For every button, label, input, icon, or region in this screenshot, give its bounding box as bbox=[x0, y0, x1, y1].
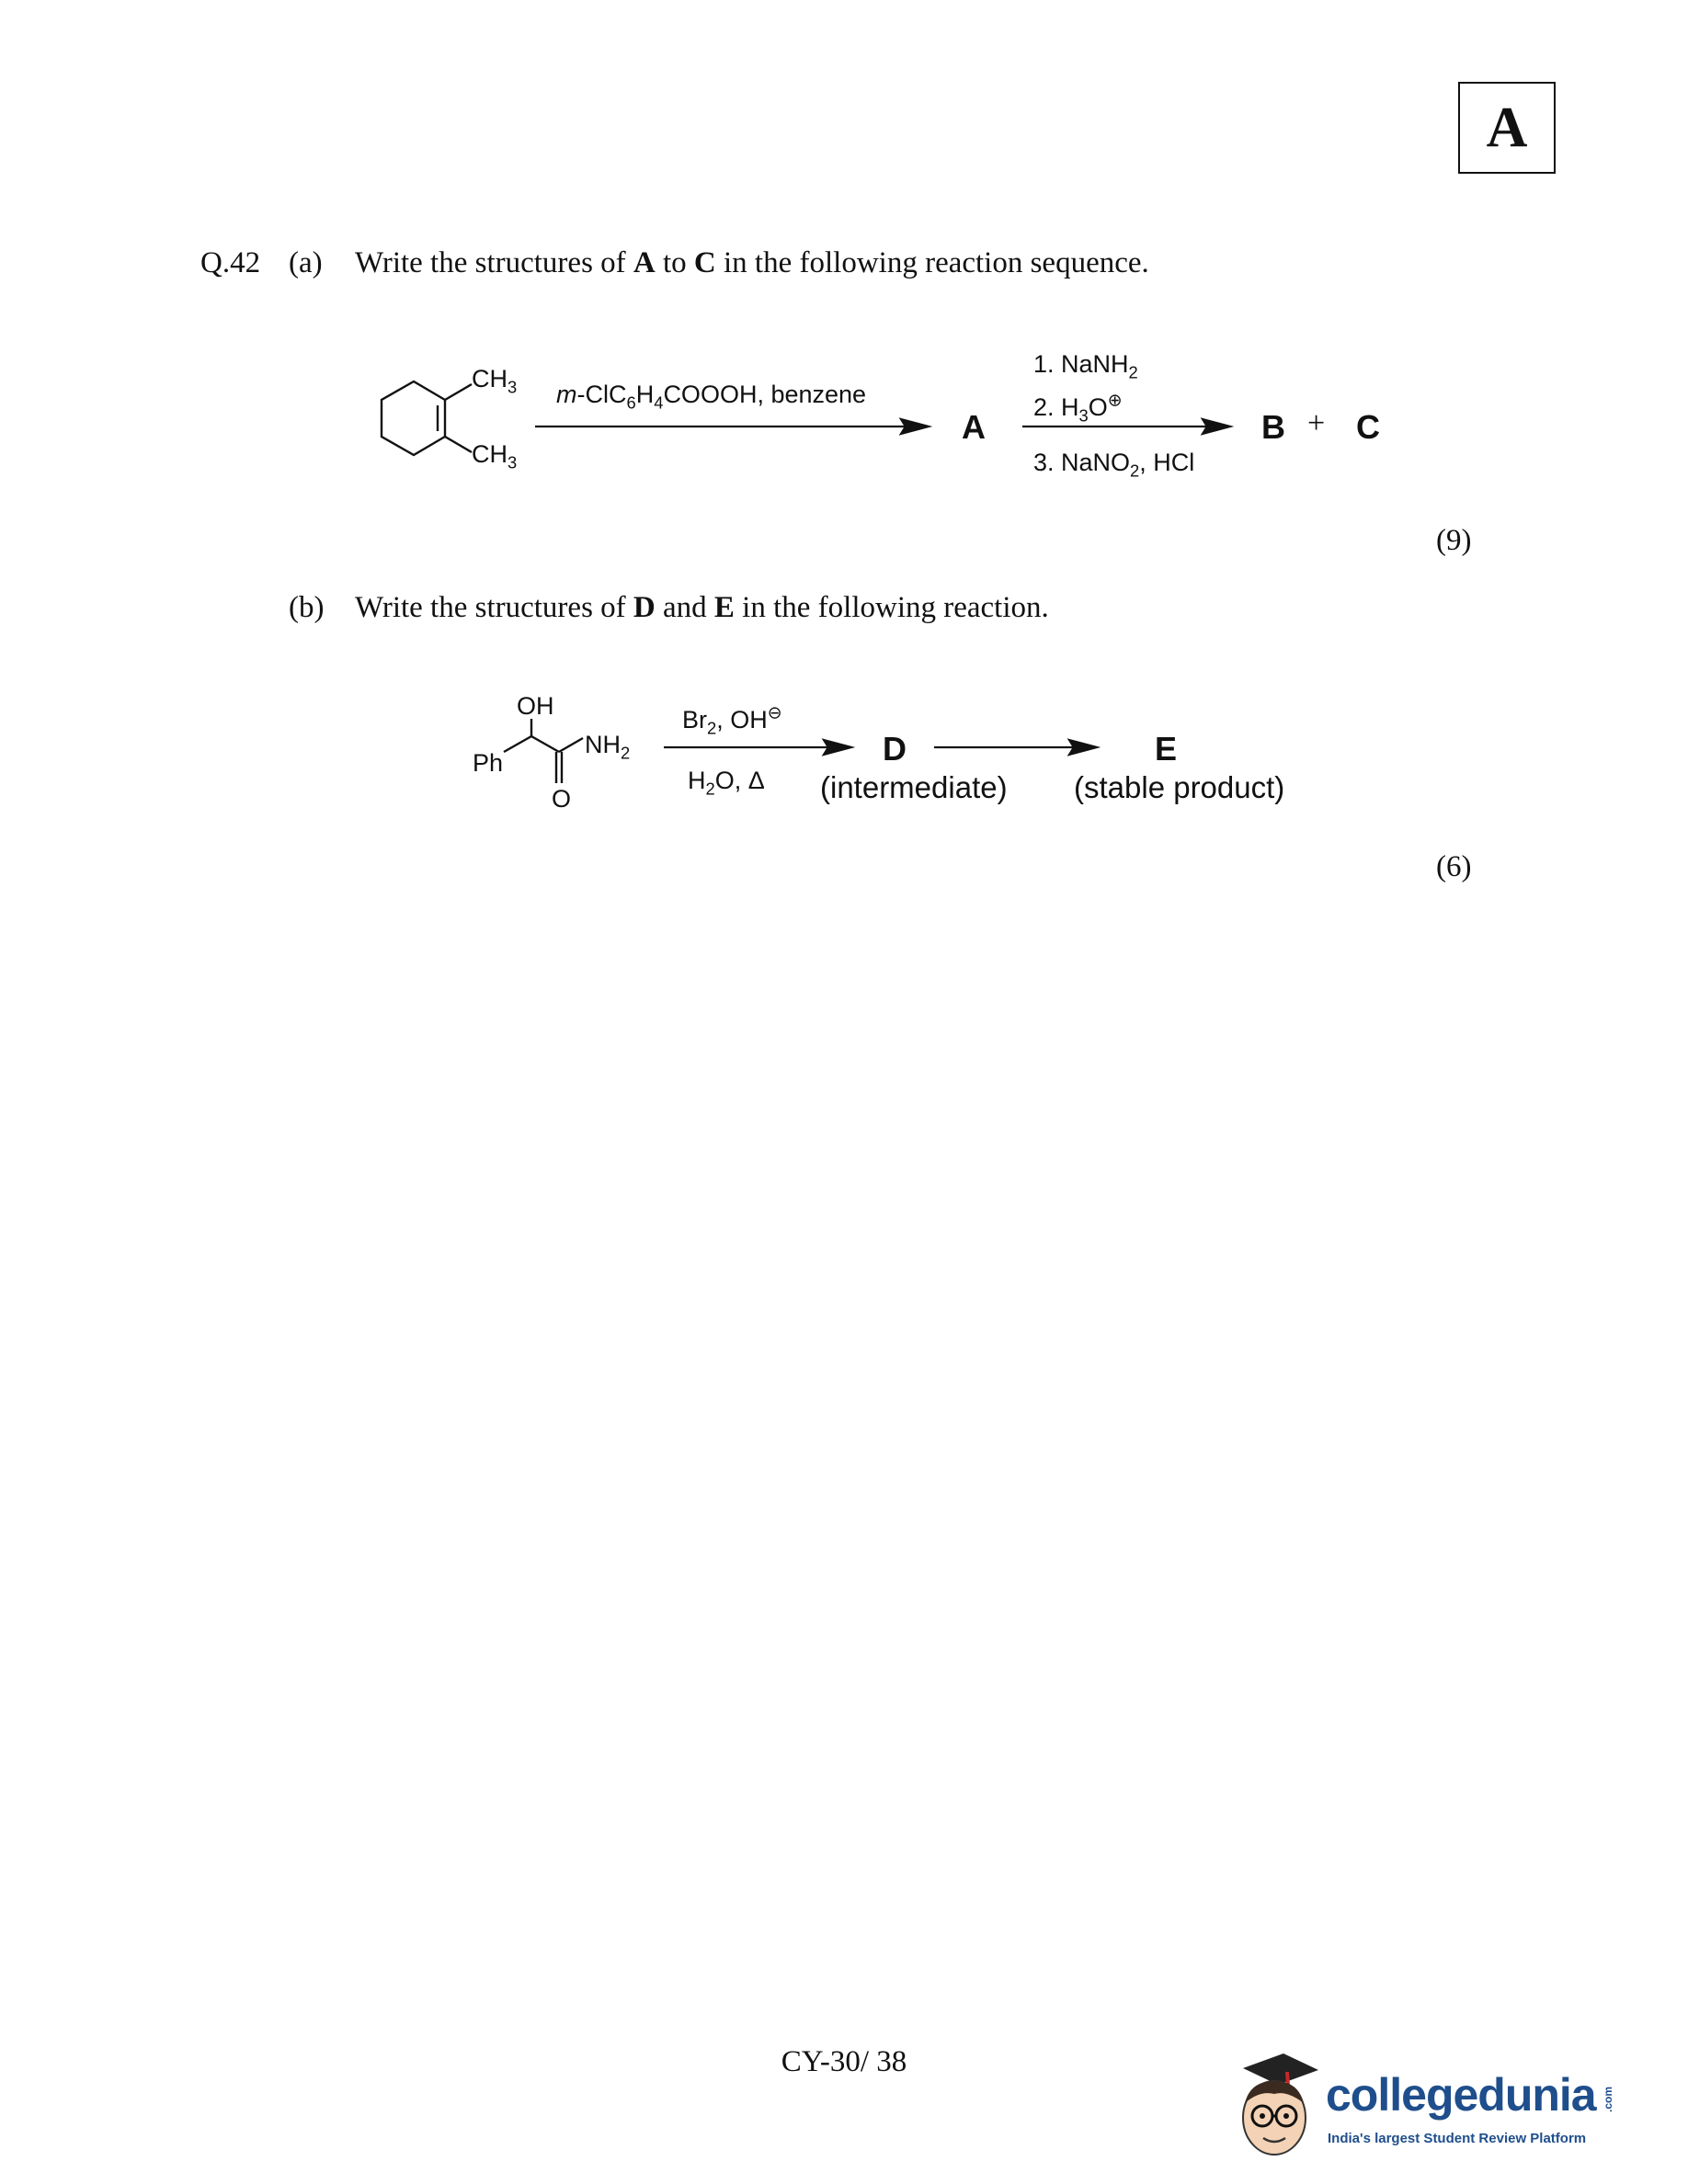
product-b: B bbox=[1261, 408, 1285, 446]
marks-part-b: (6) bbox=[1436, 850, 1472, 883]
ring-substituent-top: $CH_3$ bbox=[472, 365, 518, 397]
question-number: Q.42 bbox=[200, 246, 261, 279]
collegedunia-logo bbox=[1223, 2042, 1627, 2162]
page-code: CY-30/ 38 bbox=[781, 2045, 907, 2078]
part-a-prompt: Write the structures of A to C in the following reaction sequence. bbox=[355, 246, 1149, 279]
atom-ph: Ph bbox=[473, 749, 504, 777]
atom-o: O bbox=[552, 785, 572, 813]
logo-tagline: India's largest Student Review Platform bbox=[1328, 2131, 1587, 2146]
reagent-step-2: 2. $H_3O^\oplus$ bbox=[1033, 391, 1123, 426]
arrow-3 bbox=[664, 740, 851, 755]
product-e-note: (stable product) bbox=[1074, 770, 1285, 804]
reagent-water-heat: $H_2O$, Δ bbox=[688, 767, 765, 799]
product-d-note: (intermediate) bbox=[820, 770, 1008, 804]
product-d: D bbox=[883, 730, 907, 768]
reagent-step-1: 1. NaNH$_2$ bbox=[1033, 350, 1138, 382]
part-b-label: (b) bbox=[289, 591, 325, 624]
paper-set-letter: A bbox=[1486, 96, 1528, 159]
atom-nh2: $NH_2$ bbox=[585, 731, 631, 763]
product-c: C bbox=[1356, 408, 1380, 446]
marks-part-a: (9) bbox=[1436, 524, 1472, 557]
reagent-br2-oh: $Br_2$, OH⊖ bbox=[682, 703, 782, 738]
product-a: A bbox=[962, 408, 986, 446]
atom-oh: OH bbox=[517, 692, 554, 720]
part-b-prompt: Write the structures of D and E in the following reaction. bbox=[355, 591, 1049, 624]
logo-suffix: .com bbox=[1602, 2086, 1614, 2112]
mascot-icon bbox=[1223, 2042, 1324, 2162]
product-e: E bbox=[1155, 730, 1178, 768]
ring-substituent-bottom: $CH_3$ bbox=[472, 440, 518, 472]
reagent-peracid: $m-ClC_6H_4COOOH$, benzene bbox=[556, 381, 867, 413]
part-a-label: (a) bbox=[289, 246, 323, 279]
arrow-4 bbox=[934, 740, 1097, 755]
logo-brand: collegedunia bbox=[1326, 2069, 1596, 2121]
plus-sign: + bbox=[1307, 406, 1326, 440]
reagent-step-3: 3. NaNO$_2$, HCl bbox=[1033, 449, 1195, 481]
mandelamide-skeleton bbox=[504, 719, 583, 783]
